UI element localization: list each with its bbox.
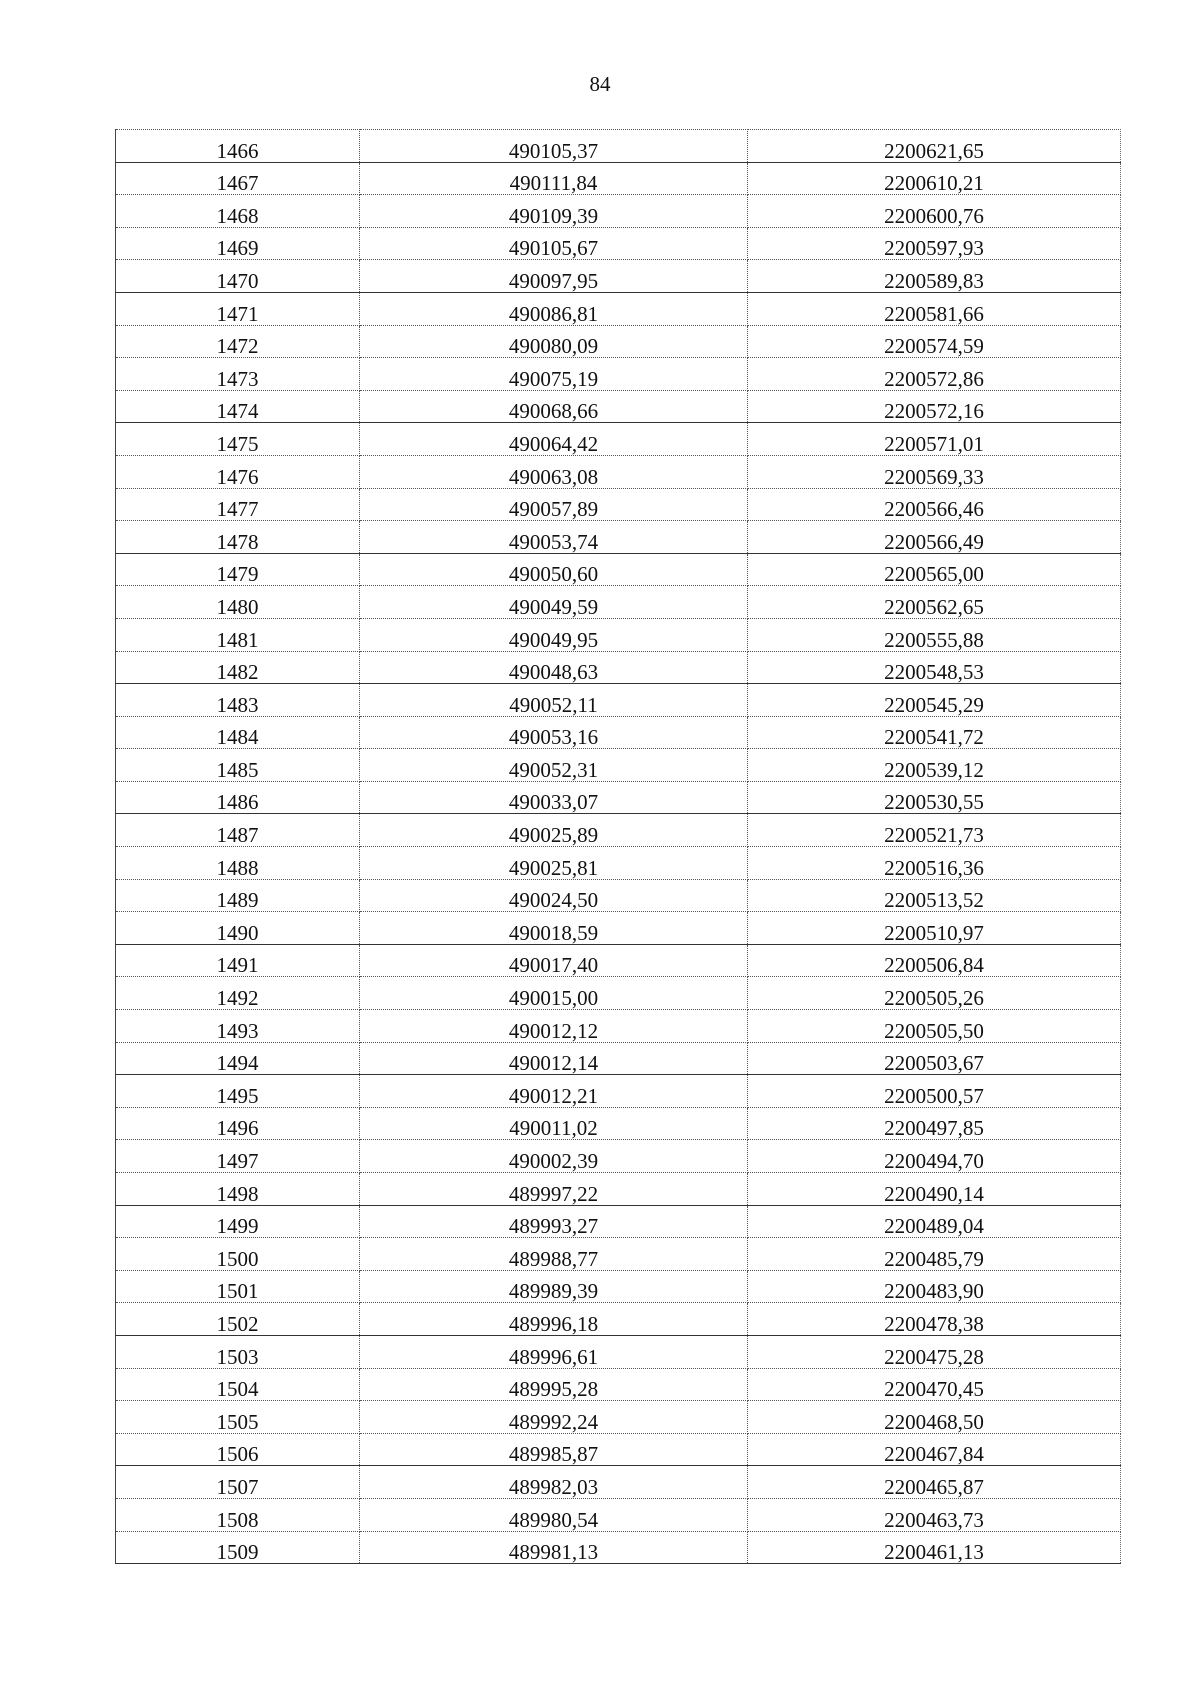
table-row <box>116 423 1121 456</box>
x-coordinate-cell: 490109,39 <box>360 195 748 228</box>
x-coordinate-cell: 489996,18 <box>360 1303 748 1336</box>
point-number-cell: 1500 <box>116 1238 360 1271</box>
y-coordinate-cell: 2200463,73 <box>748 1498 1121 1531</box>
x-coordinate-cell: 490017,40 <box>360 944 748 977</box>
x-coordinate-cell: 490063,08 <box>360 455 748 488</box>
table-row <box>116 879 1121 912</box>
point-number-cell: 1480 <box>116 586 360 619</box>
x-coordinate-cell: 490105,37 <box>360 130 748 163</box>
table-row <box>116 195 1121 228</box>
y-coordinate-cell: 2200562,65 <box>748 586 1121 619</box>
table-row <box>116 1303 1121 1336</box>
y-coordinate-cell: 2200569,33 <box>748 455 1121 488</box>
table-row <box>116 390 1121 423</box>
y-coordinate-cell: 2200610,21 <box>748 162 1121 195</box>
x-coordinate-cell: 490024,50 <box>360 879 748 912</box>
point-number-cell: 1474 <box>116 390 360 423</box>
x-coordinate-cell: 490015,00 <box>360 977 748 1010</box>
y-coordinate-cell: 2200545,29 <box>748 684 1121 717</box>
point-number-cell: 1487 <box>116 814 360 847</box>
y-coordinate-cell: 2200490,14 <box>748 1173 1121 1206</box>
x-coordinate-cell: 490002,39 <box>360 1140 748 1173</box>
x-coordinate-cell: 490111,84 <box>360 162 748 195</box>
x-coordinate-cell: 489980,54 <box>360 1498 748 1531</box>
point-number-cell: 1505 <box>116 1401 360 1434</box>
x-coordinate-cell: 490075,19 <box>360 358 748 391</box>
table-row <box>116 912 1121 945</box>
x-coordinate-cell: 490012,12 <box>360 1010 748 1043</box>
table-row <box>116 1075 1121 1108</box>
x-coordinate-cell: 489997,22 <box>360 1173 748 1206</box>
point-number-cell: 1502 <box>116 1303 360 1336</box>
coordinates-table <box>115 129 1121 1564</box>
y-coordinate-cell: 2200503,67 <box>748 1042 1121 1075</box>
x-coordinate-cell: 490012,14 <box>360 1042 748 1075</box>
table-row <box>116 1238 1121 1271</box>
y-coordinate-cell: 2200571,01 <box>748 423 1121 456</box>
table-row <box>116 1042 1121 1075</box>
x-coordinate-cell: 490080,09 <box>360 325 748 358</box>
x-coordinate-cell: 490033,07 <box>360 781 748 814</box>
table-row <box>116 130 1121 163</box>
x-coordinate-cell: 489996,61 <box>360 1335 748 1368</box>
point-number-cell: 1485 <box>116 749 360 782</box>
point-number-cell: 1478 <box>116 521 360 554</box>
x-coordinate-cell: 490018,59 <box>360 912 748 945</box>
point-number-cell: 1507 <box>116 1466 360 1499</box>
table-row <box>116 227 1121 260</box>
x-coordinate-cell: 490086,81 <box>360 292 748 325</box>
y-coordinate-cell: 2200506,84 <box>748 944 1121 977</box>
table-row <box>116 1531 1121 1564</box>
table-row <box>116 1335 1121 1368</box>
table-row <box>116 1140 1121 1173</box>
table-row <box>116 586 1121 619</box>
x-coordinate-cell: 489981,13 <box>360 1531 748 1564</box>
y-coordinate-cell: 2200572,16 <box>748 390 1121 423</box>
y-coordinate-cell: 2200475,28 <box>748 1335 1121 1368</box>
x-coordinate-cell: 489988,77 <box>360 1238 748 1271</box>
table-row <box>116 1010 1121 1043</box>
x-coordinate-cell: 490048,63 <box>360 651 748 684</box>
table-row <box>116 716 1121 749</box>
y-coordinate-cell: 2200505,26 <box>748 977 1121 1010</box>
y-coordinate-cell: 2200470,45 <box>748 1368 1121 1401</box>
y-coordinate-cell: 2200574,59 <box>748 325 1121 358</box>
y-coordinate-cell: 2200597,93 <box>748 227 1121 260</box>
table-row <box>116 1368 1121 1401</box>
point-number-cell: 1506 <box>116 1433 360 1466</box>
point-number-cell: 1477 <box>116 488 360 521</box>
y-coordinate-cell: 2200541,72 <box>748 716 1121 749</box>
x-coordinate-cell: 490049,95 <box>360 618 748 651</box>
point-number-cell: 1489 <box>116 879 360 912</box>
y-coordinate-cell: 2200539,12 <box>748 749 1121 782</box>
x-coordinate-cell: 490049,59 <box>360 586 748 619</box>
x-coordinate-cell: 490052,11 <box>360 684 748 717</box>
y-coordinate-cell: 2200581,66 <box>748 292 1121 325</box>
x-coordinate-cell: 490057,89 <box>360 488 748 521</box>
point-number-cell: 1469 <box>116 227 360 260</box>
coordinates-table-body <box>116 130 1121 1564</box>
point-number-cell: 1475 <box>116 423 360 456</box>
y-coordinate-cell: 2200516,36 <box>748 847 1121 880</box>
point-number-cell: 1470 <box>116 260 360 293</box>
point-number-cell: 1479 <box>116 553 360 586</box>
point-number-cell: 1467 <box>116 162 360 195</box>
point-number-cell: 1494 <box>116 1042 360 1075</box>
y-coordinate-cell: 2200566,46 <box>748 488 1121 521</box>
x-coordinate-cell: 489993,27 <box>360 1205 748 1238</box>
page-number: 84 <box>589 72 611 96</box>
table-row <box>116 944 1121 977</box>
point-number-cell: 1493 <box>116 1010 360 1043</box>
x-coordinate-cell: 490105,67 <box>360 227 748 260</box>
table-row <box>116 618 1121 651</box>
table-row <box>116 1433 1121 1466</box>
point-number-cell: 1497 <box>116 1140 360 1173</box>
table-row <box>116 162 1121 195</box>
y-coordinate-cell: 2200483,90 <box>748 1270 1121 1303</box>
point-number-cell: 1508 <box>116 1498 360 1531</box>
y-coordinate-cell: 2200461,13 <box>748 1531 1121 1564</box>
x-coordinate-cell: 489985,87 <box>360 1433 748 1466</box>
table-row <box>116 814 1121 847</box>
table-row <box>116 1401 1121 1434</box>
y-coordinate-cell: 2200521,73 <box>748 814 1121 847</box>
table-row <box>116 1270 1121 1303</box>
point-number-cell: 1499 <box>116 1205 360 1238</box>
x-coordinate-cell: 489992,24 <box>360 1401 748 1434</box>
table-row <box>116 455 1121 488</box>
x-coordinate-cell: 490050,60 <box>360 553 748 586</box>
x-coordinate-cell: 490025,81 <box>360 847 748 880</box>
point-number-cell: 1466 <box>116 130 360 163</box>
x-coordinate-cell: 489982,03 <box>360 1466 748 1499</box>
table-row <box>116 1173 1121 1206</box>
x-coordinate-cell: 490012,21 <box>360 1075 748 1108</box>
point-number-cell: 1503 <box>116 1335 360 1368</box>
y-coordinate-cell: 2200478,38 <box>748 1303 1121 1336</box>
table-row <box>116 977 1121 1010</box>
table-row <box>116 521 1121 554</box>
table-row <box>116 749 1121 782</box>
y-coordinate-cell: 2200548,53 <box>748 651 1121 684</box>
y-coordinate-cell: 2200555,88 <box>748 618 1121 651</box>
point-number-cell: 1481 <box>116 618 360 651</box>
y-coordinate-cell: 2200468,50 <box>748 1401 1121 1434</box>
table-row <box>116 325 1121 358</box>
x-coordinate-cell: 489989,39 <box>360 1270 748 1303</box>
point-number-cell: 1486 <box>116 781 360 814</box>
point-number-cell: 1483 <box>116 684 360 717</box>
table-row <box>116 781 1121 814</box>
x-coordinate-cell: 490064,42 <box>360 423 748 456</box>
table-row <box>116 1466 1121 1499</box>
y-coordinate-cell: 2200589,83 <box>748 260 1121 293</box>
point-number-cell: 1472 <box>116 325 360 358</box>
table-row <box>116 651 1121 684</box>
point-number-cell: 1491 <box>116 944 360 977</box>
y-coordinate-cell: 2200500,57 <box>748 1075 1121 1108</box>
x-coordinate-cell: 490097,95 <box>360 260 748 293</box>
point-number-cell: 1495 <box>116 1075 360 1108</box>
table-row <box>116 1107 1121 1140</box>
x-coordinate-cell: 490011,02 <box>360 1107 748 1140</box>
table-row <box>116 260 1121 293</box>
point-number-cell: 1509 <box>116 1531 360 1564</box>
point-number-cell: 1488 <box>116 847 360 880</box>
point-number-cell: 1473 <box>116 358 360 391</box>
y-coordinate-cell: 2200489,04 <box>748 1205 1121 1238</box>
y-coordinate-cell: 2200485,79 <box>748 1238 1121 1271</box>
y-coordinate-cell: 2200510,97 <box>748 912 1121 945</box>
table-row <box>116 358 1121 391</box>
x-coordinate-cell: 490068,66 <box>360 390 748 423</box>
y-coordinate-cell: 2200565,00 <box>748 553 1121 586</box>
x-coordinate-cell: 490053,74 <box>360 521 748 554</box>
table-row <box>116 292 1121 325</box>
point-number-cell: 1468 <box>116 195 360 228</box>
y-coordinate-cell: 2200566,49 <box>748 521 1121 554</box>
point-number-cell: 1476 <box>116 455 360 488</box>
point-number-cell: 1498 <box>116 1173 360 1206</box>
table-row <box>116 1498 1121 1531</box>
x-coordinate-cell: 490025,89 <box>360 814 748 847</box>
y-coordinate-cell: 2200513,52 <box>748 879 1121 912</box>
x-coordinate-cell: 490053,16 <box>360 716 748 749</box>
y-coordinate-cell: 2200467,84 <box>748 1433 1121 1466</box>
point-number-cell: 1501 <box>116 1270 360 1303</box>
y-coordinate-cell: 2200530,55 <box>748 781 1121 814</box>
x-coordinate-cell: 489995,28 <box>360 1368 748 1401</box>
y-coordinate-cell: 2200600,76 <box>748 195 1121 228</box>
point-number-cell: 1504 <box>116 1368 360 1401</box>
y-coordinate-cell: 2200572,86 <box>748 358 1121 391</box>
table-row <box>116 847 1121 880</box>
y-coordinate-cell: 2200497,85 <box>748 1107 1121 1140</box>
point-number-cell: 1496 <box>116 1107 360 1140</box>
point-number-cell: 1492 <box>116 977 360 1010</box>
point-number-cell: 1484 <box>116 716 360 749</box>
point-number-cell: 1471 <box>116 292 360 325</box>
x-coordinate-cell: 490052,31 <box>360 749 748 782</box>
y-coordinate-cell: 2200465,87 <box>748 1466 1121 1499</box>
point-number-cell: 1490 <box>116 912 360 945</box>
table-row <box>116 488 1121 521</box>
table-row <box>116 684 1121 717</box>
y-coordinate-cell: 2200505,50 <box>748 1010 1121 1043</box>
table-row <box>116 553 1121 586</box>
y-coordinate-cell: 2200494,70 <box>748 1140 1121 1173</box>
y-coordinate-cell: 2200621,65 <box>748 130 1121 163</box>
point-number-cell: 1482 <box>116 651 360 684</box>
table-row <box>116 1205 1121 1238</box>
